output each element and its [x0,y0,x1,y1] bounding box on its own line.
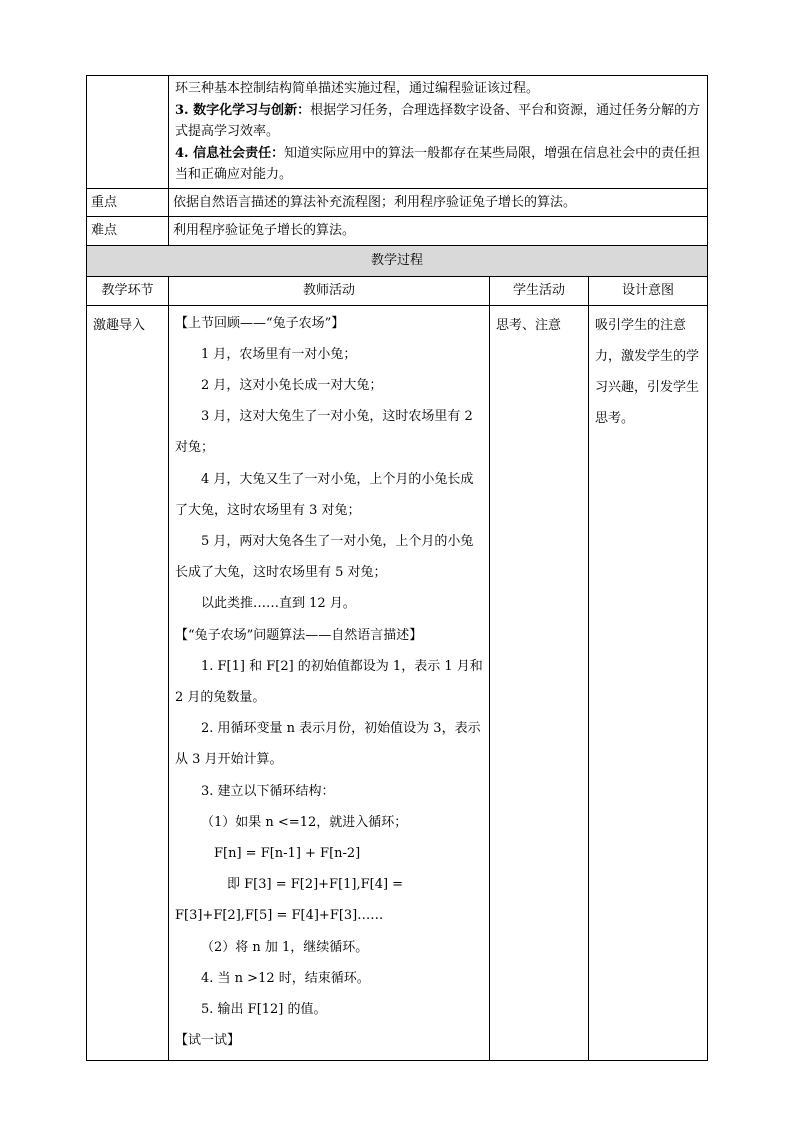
step-5: 5. 输出 F[12] 的值。 [201,1001,327,1017]
design-intent-cell: 吸引学生的注意力，激发学生的学习兴趣，引发学生思考。 [589,305,708,1061]
example-line: 即 F[3] = F[2]+F[1],F[4] = F[3]+F[2],F[5] = F[4]+F[3]…… [175,877,404,924]
objectives-cell [169,76,708,189]
objectives-label-cell [87,76,169,189]
month-5-line: 5 月，两对大兔各生了一对小兔，上个月的小兔长成了大兔，这时农场里有 5 对兔； [175,533,474,581]
step-1: 1. F[1] 和 F[2] 的初始值都设为 1，表示 1 月和 2 月的兔数量。 [175,658,483,705]
teacher-activity-cell [169,305,490,1061]
algorithm-title: 【“兔子农场”问题算法——自然语言描述】 [175,627,423,643]
month-4-line: 4 月，大兔又生了一对小兔，上个月的小兔长成了大兔，这时农场里有 3 对兔； [175,471,474,518]
objectives-row [87,76,708,189]
objective-3-text: 根据学习任务，合理选择数字设备、平台和资源，通过任务分解的方式提高学习效率。 [175,102,701,139]
objective-item-4 [175,143,701,186]
step-3b: （2）将 n 加 1，继续循环。 [201,939,369,955]
objective-continued-line: 环三种基本控制结构简单描述实施过程，通过编程验证该过程。 [175,81,540,96]
review-title: 【上节回顾——“兔子农场”】 [175,315,345,331]
month-2-line: 2 月，这对小兔长成一对大兔； [201,377,383,393]
key-point-label: 重点 [87,188,169,217]
objective-3-title: 3. 数字化学习与创新： [175,102,311,118]
header-student: 学生活动 [490,276,589,305]
header-intent: 设计意图 [589,276,708,305]
month-1-line: 1 月，农场里有一对小兔； [201,346,357,362]
key-point-text: 依据自然语言描述的算法补充流程图；利用程序验证兔子增长的算法。 [169,188,708,217]
step-3a: （1）如果 n <=12，就进入循环； [201,814,408,830]
header-teacher: 教师活动 [169,276,490,305]
step-2: 2. 用循环变量 n 表示月份，初始值设为 3，表示从 3 月开始计算。 [175,721,481,768]
month-3-line: 3 月，这对大兔生了一对小兔，这时农场里有 2 对兔； [175,409,473,456]
process-header-row [87,276,708,305]
difficulty-row [87,217,708,246]
header-stage: 教学环节 [87,276,169,305]
objective-item-3 [175,100,701,143]
objective-4-text: 知道实际应用中的算法一般都存在某些局限，增强在信息社会中的责任担当和正确应对能力。 [175,145,701,182]
objective-4-title: 4. 信息社会责任： [175,145,285,161]
formula-line: F[n] = F[n-1] + F[n-2] [214,845,361,861]
difficulty-text: 利用程序验证兔子增长的算法。 [169,217,708,246]
step-3: 3. 建立以下循环结构： [201,783,335,799]
key-point-row [87,188,708,217]
lesson-plan-page [86,75,707,1061]
stage-cell: 激趣导入 [87,305,169,1061]
try-title: 【试一试】 [175,1033,241,1049]
student-activity-cell: 思考、注意 [490,305,589,1061]
etc-line: 以此类推……直到 12 月。 [201,596,356,612]
process-content-row [87,305,708,1061]
step-4: 4. 当 n >12 时，结束循环。 [201,970,370,986]
process-title: 教学过程 [87,245,708,276]
lesson-plan-table [86,75,708,1061]
difficulty-label: 难点 [87,217,169,246]
process-band-row [87,245,708,276]
